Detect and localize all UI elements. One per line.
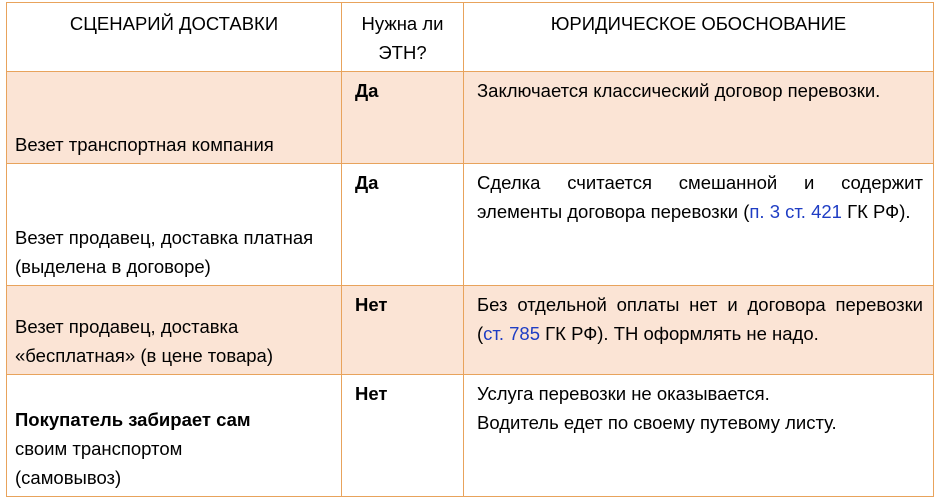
header-scenario: СЦЕНАРИЙ ДОСТАВКИ [7, 3, 342, 72]
legal-basis-cell [464, 286, 934, 375]
table-row [7, 375, 934, 497]
table-row [7, 164, 934, 286]
header-need-etn: Нужна ли ЭТН? [342, 3, 464, 72]
header-legal-basis: ЮРИДИЧЕСКОЕ ОБОСНОВАНИЕ [464, 3, 934, 72]
need-etn-cell: Да [342, 164, 464, 286]
scenario-cell: Везет транспортная компания [7, 72, 342, 164]
basis-text: Без отдельной оплаты нет и договора перевозки ( [477, 294, 923, 344]
legal-basis-cell [464, 72, 934, 164]
legal-basis-cell [464, 375, 934, 497]
scenario-cell [7, 375, 342, 497]
scenario-detail: своим транспортом [15, 438, 183, 459]
basis-text: Сделка считается смешанной и содержит элементы договора перевозки ( [477, 172, 923, 222]
table-row [7, 286, 934, 375]
scenario-note: (самовывоз) [15, 467, 122, 488]
basis-text-tail: ГК РФ). [841, 201, 911, 222]
scenario-main: Покупатель забирает сам [15, 409, 251, 430]
basis-line-2: Водитель едет по своему путевому листу. [477, 412, 837, 433]
need-etn-cell: Нет [342, 286, 464, 375]
basis-text: Заключается классический договор перевозки. [477, 80, 881, 101]
law-reference-link[interactable]: п. 3 ст. 421 [749, 201, 842, 222]
delivery-scenarios-table [6, 2, 934, 497]
header-row [7, 3, 934, 72]
need-etn-cell: Нет [342, 375, 464, 497]
need-etn-cell: Да [342, 72, 464, 164]
legal-basis-cell [464, 164, 934, 286]
law-reference-link[interactable]: ст. 785 [483, 323, 540, 344]
scenario-cell: Везет продавец, доставка платная (выделена в договоре) [7, 164, 342, 286]
table-row [7, 72, 934, 164]
basis-text-tail: ГК РФ). ТН оформлять не надо. [540, 323, 819, 344]
scenario-cell: Везет продавец, доставка «бесплатная» (в цене товара) [7, 286, 342, 375]
basis-line-1: Услуга перевозки не оказывается. [477, 383, 770, 404]
